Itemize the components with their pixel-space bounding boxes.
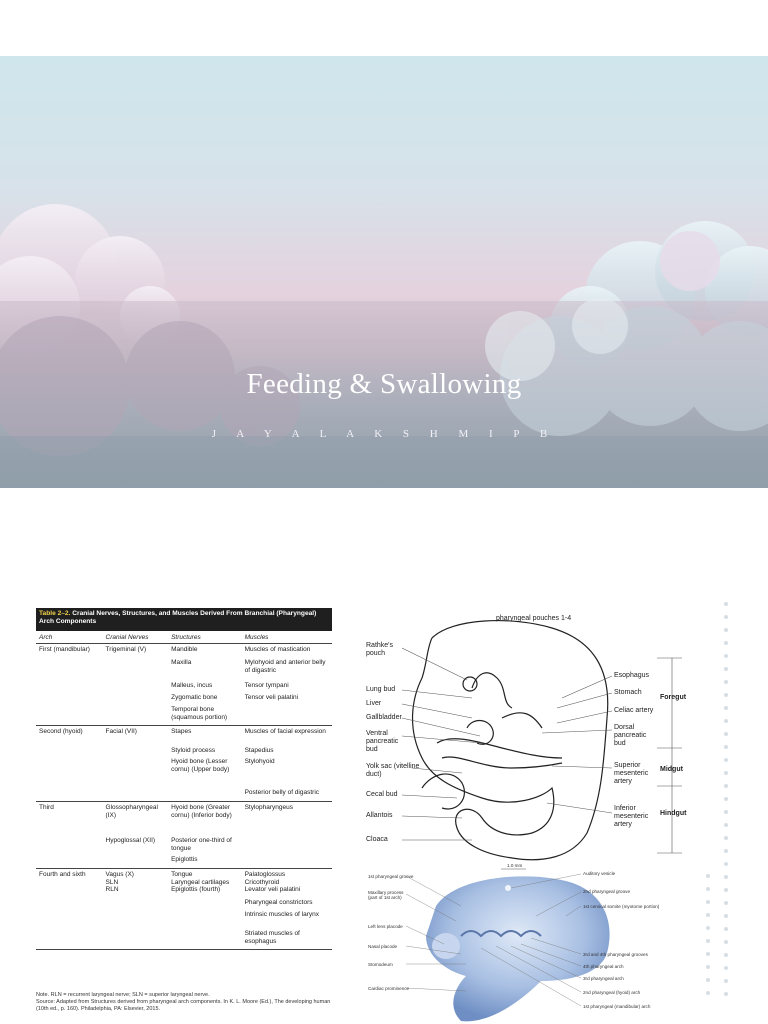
diagram-label: Stomodeum [368,962,393,967]
diagram-label: Cecal bud [366,791,398,798]
diagram-label: Left lens placode [368,924,403,929]
muscle-cell: Stylopharyngeus [244,804,294,811]
diagram-label: 1st cervical somite (myotome portion) [583,904,660,909]
nerve-cell: Vagus (X) SLN RLN [105,871,134,894]
muscle-cell: Muscles of mastication [244,646,311,653]
table-caption-text: Cranial Nerves, Structures, and Muscles Derived From Branchial (Pharyngeal) Arch Components [39,610,317,625]
muscle-cell: Intrinsic muscles of larynx [244,911,320,918]
region-label: Foregut [660,694,687,701]
nerve-cell: Hypoglossal (XII) [105,837,156,844]
embryo-gut-diagram [362,608,706,863]
column-header: Structures [171,634,201,641]
table-number: Table 2–2. [39,610,71,617]
diagram-label: 1st pharyngeal (mandibular) arch [583,1004,651,1009]
diagram-label: Ventral pancreatic bud [366,730,399,753]
muscle-cell: Striated muscles of esophagus [244,930,300,945]
column-header: Muscles [244,634,269,641]
structure-cell: Tongue Laryngeal cartilages Epiglottis (fourth) [171,871,230,894]
diagram-label: Allantois [366,812,393,819]
diagram-label: 1st pharyngeal groove [368,874,414,879]
structure-cell: Temporal bone (squamous portion) [171,706,228,721]
arch-cell: First (mandibular) [39,646,90,653]
diagram-label: Liver [366,700,382,707]
nerve-cell: Trigeminal (V) [105,646,147,653]
cloud-background [0,56,768,488]
nerve-cell: Glossopharyngeal (IX) [105,804,158,819]
structure-cell: Maxilla [171,659,192,666]
diagram-label: Gallbladder [366,714,402,721]
table-caption [36,608,332,631]
table-row-group [36,644,332,726]
slide-author: J A Y A L A K S H M I P B [211,428,557,440]
diagram-label: 2nd pharyngeal groove [583,889,630,894]
content-slide [0,560,768,1024]
muscle-cell: Pharyngeal constrictors [244,899,313,906]
structure-cell: Mandible [171,646,198,653]
table-row-group [36,726,332,802]
table-row-group [36,869,332,949]
diagram-label: Nasal placode [368,944,398,949]
table-header-row [36,631,332,644]
diagram-label: Yolk sac (vitelline duct) [366,763,420,778]
diagram-label: Dorsal pancreatic bud [614,724,647,747]
table-row-group [36,802,332,869]
diagram-label: Rathke's pouch [366,642,394,657]
diagram-label: Cloaca [366,836,388,843]
column-header: Cranial Nerves [105,634,149,641]
muscle-cell: Stylohyoid [244,758,275,765]
arch-cell: Second (hyoid) [39,728,83,735]
diagram-label: Superior mesenteric artery [614,762,649,785]
decorative-dots [706,874,710,1004]
diagram-label: Stomach [614,689,642,696]
structure-cell: Posterior one-third of tongue [171,837,232,852]
region-label: Hindgut [660,810,687,817]
column-header: Arch [39,634,53,641]
table-footnote [36,992,336,1013]
scale-label: 1.0 mm [507,863,523,868]
muscle-cell: Tensor tympani [244,682,289,689]
diagram-label: Lung bud [366,686,396,693]
title-slide [0,56,768,488]
diagram-label: 4th pharyngeal arch [583,964,624,969]
muscle-cell: Mylohyoid and anterior belly of digastric [244,659,326,674]
arch-cell: Fourth and sixth [39,871,86,878]
muscle-cell: Muscles of facial expression [244,728,326,735]
diagram-label: 3rd pharyngeal arch [583,976,624,981]
nerve-cell: Facial (VII) [105,728,137,735]
pharyngeal-pouches-label: pharyngeal pouches 1-4 [496,615,572,622]
muscle-cell: Stapedius [244,747,274,754]
muscle-cell: Palatoglossus Cricothyroid Levator veli palatini [244,871,301,894]
diagram-label: 2nd pharyngeal (hyoid) arch [583,990,641,995]
arch-components-table [36,608,332,1012]
muscle-cell: Posterior belly of digastric [244,789,320,796]
structure-cell: Hyoid bone (Lesser cornu) (Upper body) [171,758,230,773]
region-label: Midgut [660,766,683,773]
embryo-pharyngeal-arches-image [366,863,674,1024]
structure-cell: Styloid process [171,747,216,754]
diagram-label: Maxillary process (part of 1st arch) [368,890,404,900]
structure-cell: Zygomatic bone [171,694,218,701]
table-source: Source: Adapted from Structures derived from pharyngeal arch components. In K. L. Moore (Ed.), The developing human (10th ed., p. 160). Philadelphia, PA: Elsevier, 2015. [36,999,331,1012]
diagram-label: Celiac artery [614,707,654,714]
decorative-dots [724,602,728,1005]
table-note: Note. RLN = recurrent laryngeal nerve; SLN = superior laryngeal nerve. [36,992,210,998]
muscle-cell: Tensor veli palatini [244,694,299,701]
diagram-label: Inferior mesenteric artery [614,805,649,828]
diagram-label: Auditory vesicle [583,871,616,876]
slide-title: Feeding & Swallowing [246,368,522,400]
structure-cell: Hyoid bone (Greater cornu) (Inferior body) [171,804,232,819]
structure-cell: Malleus, incus [171,682,213,689]
arch-cell: Third [39,804,54,811]
structure-cell: Stapes [171,728,192,735]
diagram-label: Esophagus [614,672,650,679]
structure-cell: Epiglottis [171,856,198,863]
diagram-label: 3rd and 4th pharyngeal grooves [583,952,648,957]
diagram-label: Cardiac prominence [368,986,410,991]
